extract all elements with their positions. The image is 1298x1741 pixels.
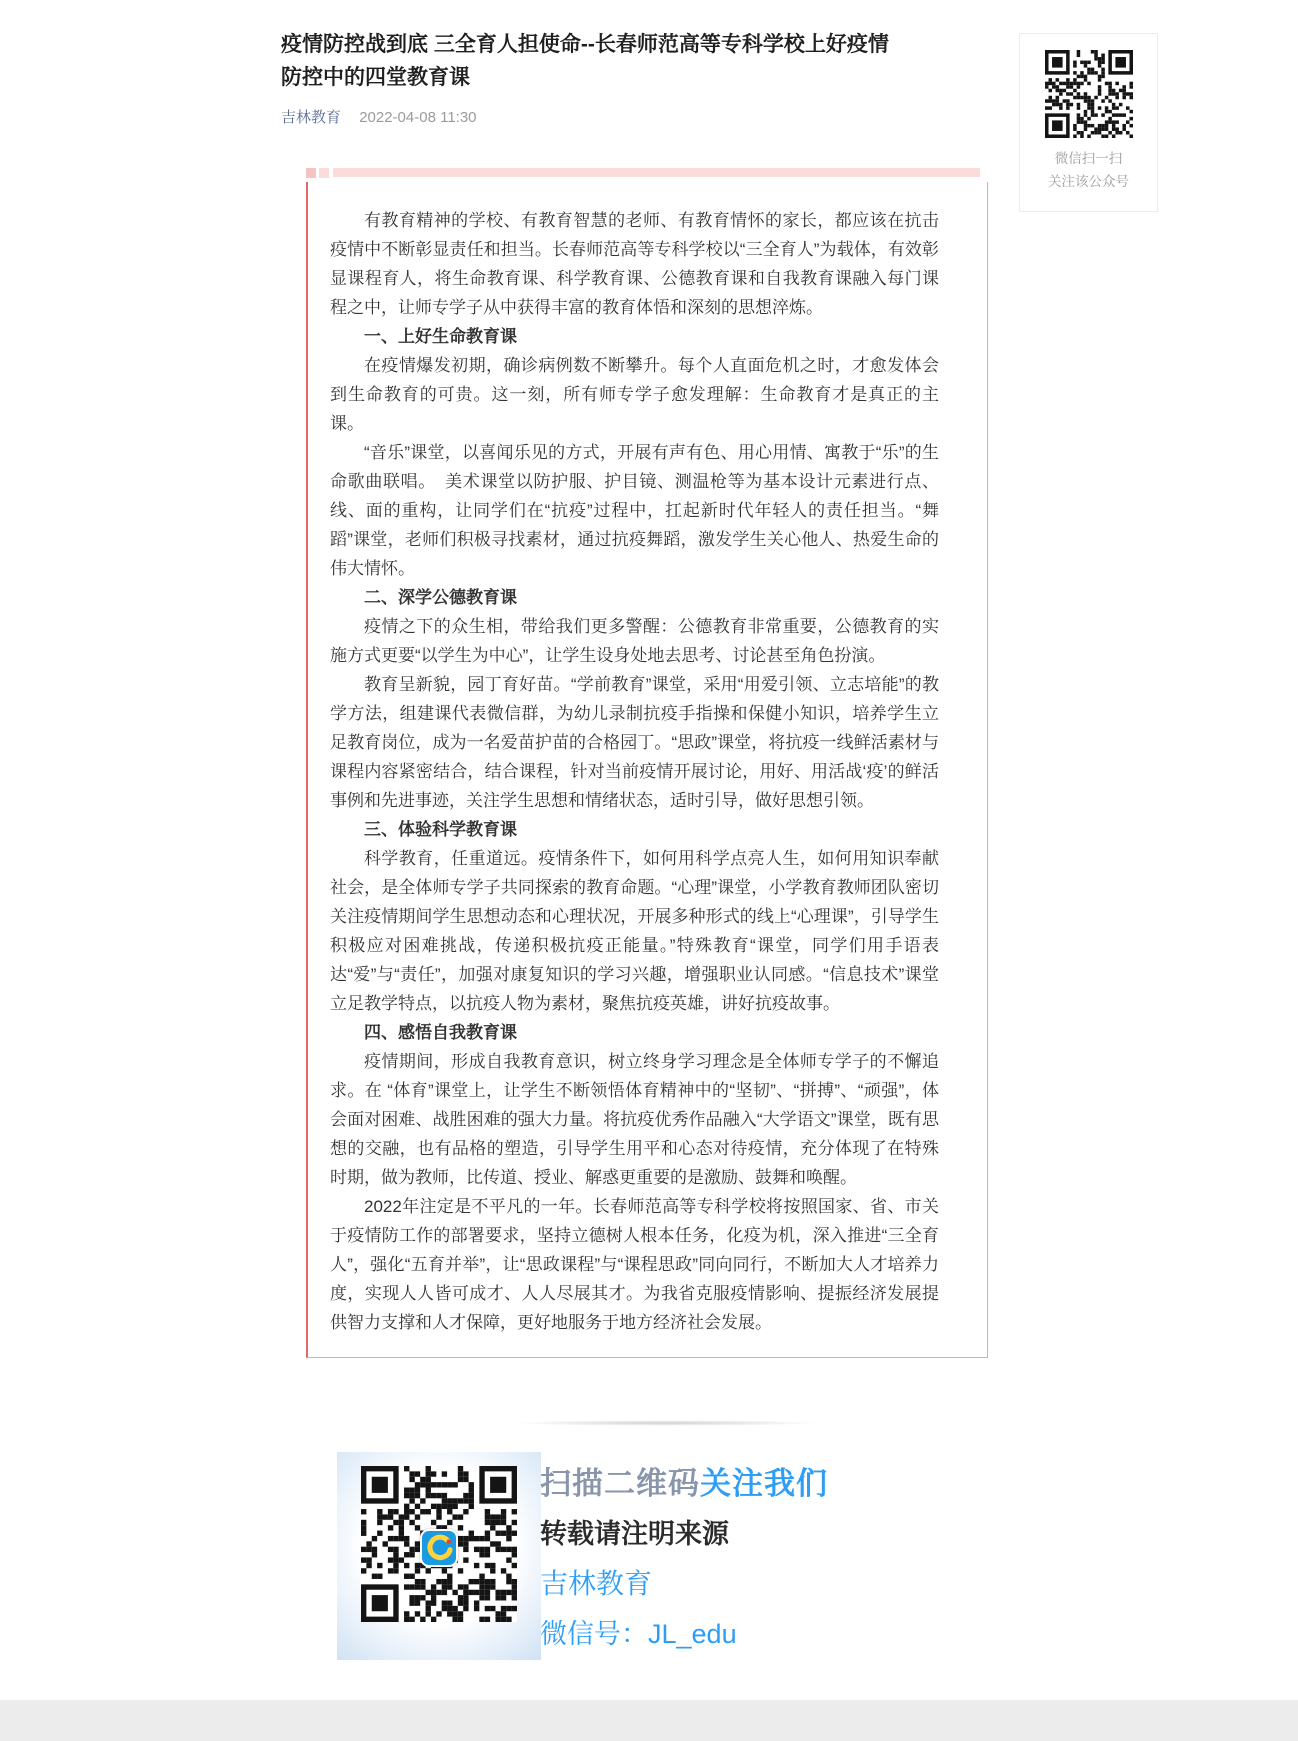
wechat-id: 微信号：JL_edu — [540, 1619, 737, 1649]
account-qr-code-icon — [1045, 50, 1133, 138]
deco-square-1 — [306, 168, 316, 178]
source-account-link[interactable]: 吉林教育 — [281, 109, 342, 126]
article-paragraph: 科学教育，任重道远。疫情条件下，如何用科学点亮人生，如何用知识奉献社会，是全体师专学子共同探索的教育命题。“心理”课堂，小学教育教师团队密切关注疫情期间学生思想动态和心理状况，开展多种形式的线上“心理课”，引导学生积极应对困难挑战，传递积极抗疫正能量。”特殊教育“课堂，同学们用手语表达“爱”与“责任”，加强对康复知识的学习兴趣，增强职业认同感。“信息技术”课堂立足教学特点，以抗疫人物为素材，聚焦抗疫英雄，讲好抗疫故事。 — [330, 849, 939, 1013]
footer-text-block — [540, 1458, 828, 1651]
section-heading: 三、体验科学教育课 — [364, 820, 517, 839]
section-heading: 一、上好生命教育课 — [364, 327, 517, 346]
follow-caption-line1: 微信扫一扫 — [1054, 151, 1123, 166]
article-top-decoration — [306, 168, 988, 178]
footer-divider — [452, 1419, 880, 1427]
deco-bar — [333, 168, 980, 177]
follow-qr-panel — [1019, 33, 1158, 212]
page-title: 疫情防控战到底 三全育人担使命--长春师范高等专科学校上好疫情防控中的四堂教育课 — [281, 33, 889, 89]
deco-square-2 — [319, 168, 329, 178]
scan-to-follow-text — [540, 1458, 828, 1503]
article-paragraph: 疫情期间，形成自我教育意识，树立终身学习理念是全体师专学子的不懈追求。在 “体育”课堂上，让学生不断领悟体育精神中的“坚韧”、“拼搏”、“顽强”，体会面对困难、战胜困难的强大力量。将抗疫优秀作品融入“大学语文”课堂，既有思想的交融，也有品格的塑造，引导学生用平和心态对待疫情，充分体现了在特殊时期，做为教师，比传道、授业、解惑更重要的是激励、鼓舞和唤醒。 — [330, 1052, 939, 1187]
article-paragraph: 疫情之下的众生相，带给我们更多警醒：公德教育非常重要，公德教育的实施方式更要“以学生为中心”，让学生设身处地去思考、讨论甚至角色扮演。 — [330, 617, 939, 665]
account-logo-icon — [420, 1529, 458, 1567]
section-heading: 二、深学公德教育课 — [364, 588, 517, 607]
bottom-gray-bar — [0, 1700, 1298, 1741]
follow-caption-line2: 关注该公众号 — [1048, 174, 1129, 189]
article-paragraph: “音乐”课堂，以喜闻乐见的方式，开展有声有色、用心用情、寓教于“乐”的生命歌曲联唱。 美术课堂以防护服、护目镜、测温枪等为基本设计元素进行点、线、面的重构，让同学们在“抗疫”过程中，扛起新时代年轻人的责任担当。“舞蹈”课堂，老师们积极寻找素材，通过抗疫舞蹈，激发学生关心他人、热爱生命的伟大情怀。 — [330, 443, 939, 578]
article-body — [306, 182, 988, 1358]
byline — [281, 106, 477, 127]
article-paragraph: 在疫情爆发初期，确诊病例数不断攀升。每个人直面危机之时，才愈发体会到生命教育的可贵。这一刻，所有师专学子愈发理解：生命教育才是真正的主课。 — [330, 356, 939, 433]
reprint-note: 转载请注明来源 — [540, 1519, 729, 1549]
section-heading: 四、感悟自我教育课 — [364, 1023, 517, 1042]
article-paragraph: 2022年注定是不平凡的一年。长春师范高等专科学校将按照国家、省、市关于疫情防工作的部署要求，坚持立德树人根本任务，化疫为机，深入推进“三全育人”，强化“五育并举”，让“思政课程”与“课程思政”同向同行，不断加大人才培养力度，实现人人皆可成才、人人尽展其才。为我省克服疫情影响、提振经济发展提供智力支撑和人才保障，更好地服务于地方经济社会发展。 — [330, 1197, 939, 1332]
footer-qr-block — [337, 1452, 541, 1660]
publish-time: 2022-04-08 11:30 — [359, 109, 477, 126]
article-paragraph: 有教育精神的学校、有教育智慧的老师、有教育情怀的家长，都应该在抗击疫情中不断彰显责任和担当。长春师范高等专科学校以“三全育人”为载体，有效彰显课程育人，将生命教育课、科学教育课、公德教育课和自我教育课融入每门课程之中，让师专学子从中获得丰富的教育体悟和深刻的思想淬炼。 — [330, 211, 939, 317]
scan-text-gray: 扫描二维码 — [540, 1466, 700, 1501]
article-paragraph: 教育呈新貌，园丁育好苗。“学前教育”课堂，采用“用爱引领、立志培能”的教学方法，组建课代表微信群，为幼儿录制抗疫手指操和保健小知识，培养学生立足教育岗位，成为一名爱苗护苗的合格园丁。“思政”课堂，将抗疫一线鲜活素材与课程内容紧密结合，结合课程，针对当前疫情开展讨论，用好、用活战‘疫’的鲜活事例和先进事迹，关注学生思想和情绪状态，适时引导，做好思想引领。 — [330, 675, 939, 810]
scan-text-blue: 关注我们 — [700, 1466, 828, 1501]
footer-account-name: 吉林教育 — [540, 1568, 653, 1599]
